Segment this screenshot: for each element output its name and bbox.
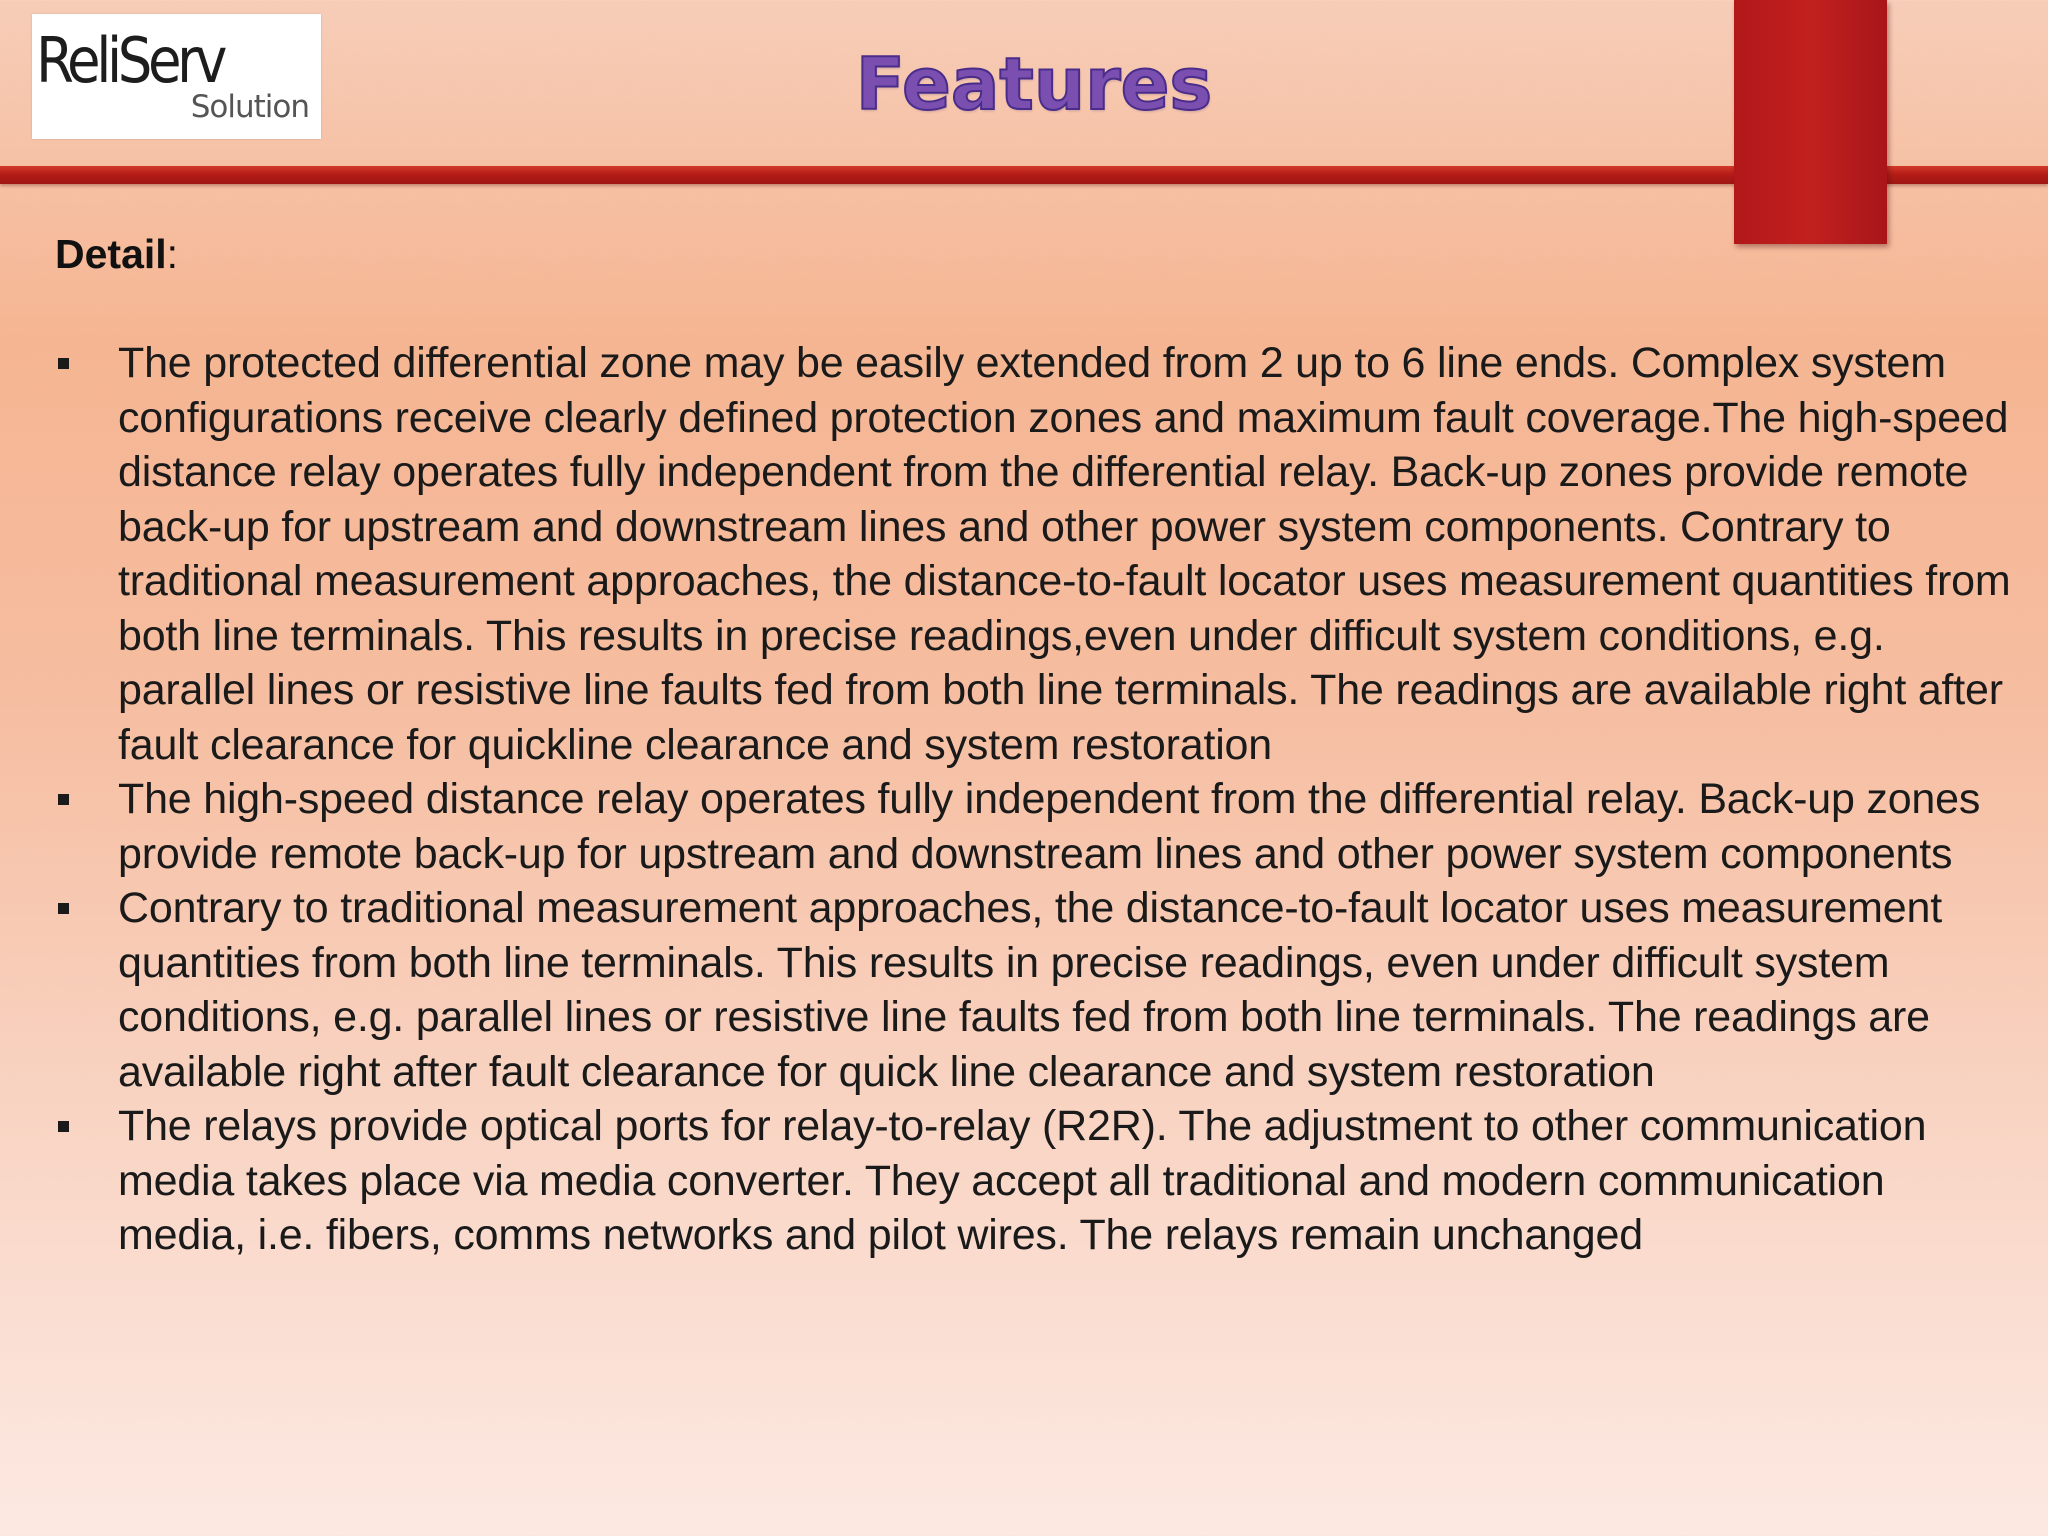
list-item bbox=[55, 881, 2023, 1099]
detail-heading bbox=[55, 230, 178, 279]
square-bullet-icon bbox=[58, 1121, 69, 1132]
square-bullet-icon bbox=[58, 903, 69, 914]
list-item bbox=[55, 1099, 2023, 1263]
logo-subtitle: Solution bbox=[190, 89, 309, 125]
logo-wordmark: ReliServ bbox=[36, 24, 224, 97]
list-item bbox=[55, 772, 2023, 881]
list-item-text: The high-speed distance relay operates fully independent from the differential relay. Back-up zones provide remote back-up for upstream and downstream lines and other power system components bbox=[118, 775, 1981, 878]
square-bullet-icon bbox=[58, 358, 69, 369]
slide-title: Features bbox=[855, 42, 1213, 126]
list-item-text: The relays provide optical ports for relay-to-relay (R2R). The adjustment to other communication media takes place via media converter. They accept all traditional and modern communication media, i.e. fibers, comms networks and pilot wires. The relays remain unchanged bbox=[118, 1102, 1927, 1259]
detail-colon: : bbox=[166, 231, 179, 277]
decorative-red-tab bbox=[1734, 0, 1887, 244]
feature-list bbox=[55, 336, 2023, 1263]
detail-label: Detail bbox=[55, 231, 167, 277]
square-bullet-icon bbox=[58, 794, 69, 805]
list-item-text: The protected differential zone may be easily extended from 2 up to 6 line ends. Complex system configurations receive clearly defined protection zones and maximum fault coverage.The high-speed distance relay operates fully independent from the differential relay. Back-up zones provide remote back-up for upstream and downstream lines and other power system components. Contrary to traditional measurement approaches, the distance-to-fault locator uses measurement quantities from both line terminals. This results in precise readings,even under difficult system conditions, e.g. parallel lines or resistive line faults fed from both line terminals. The readings are available right after fault clearance for quickline clearance and system restoration bbox=[118, 339, 2011, 769]
list-item-text: Contrary to traditional measurement approaches, the distance-to-fault locator uses measurement quantities from both line terminals. This results in precise readings, even under difficult system conditions, e.g. parallel lines or resistive line faults fed from both line terminals. The readings are available right after fault clearance for quick line clearance and system restoration bbox=[118, 884, 1942, 1096]
list-item bbox=[55, 336, 2023, 772]
